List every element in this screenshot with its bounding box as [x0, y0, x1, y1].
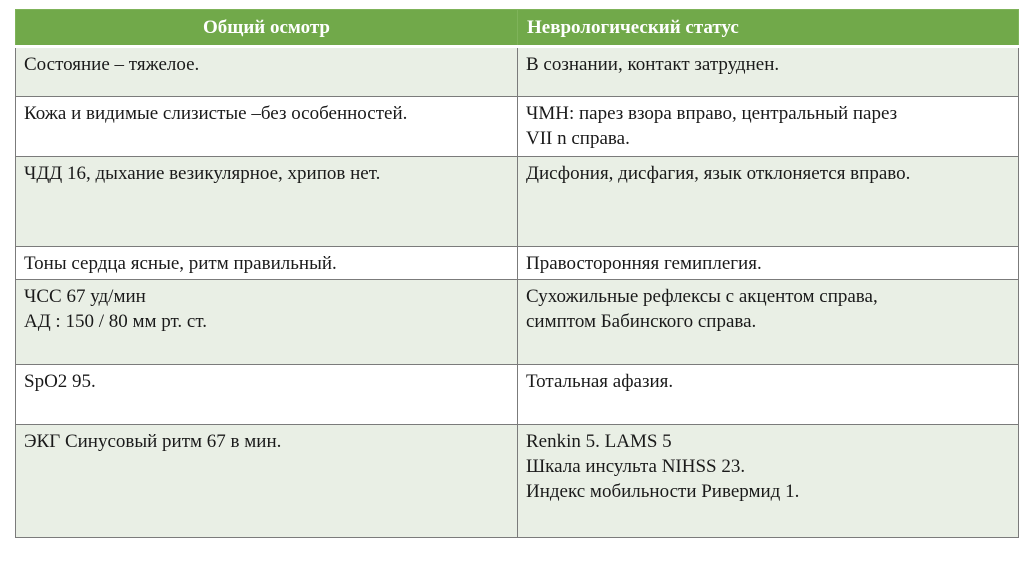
- cell-line: SpO2 95.: [24, 371, 96, 392]
- neuro-cell: [518, 97, 1019, 157]
- cell-line: Шкала инсульта NIHSS 23.: [526, 456, 746, 477]
- cell-line: VII n справа.: [526, 128, 630, 149]
- neuro-cell: [518, 425, 1019, 538]
- cell-line: Тоны сердца ясные, ритм правильный.: [24, 253, 337, 274]
- cell-line: ЭКГ Синусовый ритм 67 в мин.: [24, 431, 282, 452]
- table-row: [16, 280, 1019, 365]
- neuro-cell: [518, 280, 1019, 365]
- cell-line: ЧМН: парез взора вправо, центральный парез: [526, 103, 898, 124]
- header-general-exam: Общий осмотр: [16, 10, 518, 47]
- cell-line: Renkin 5. LAMS 5: [526, 431, 672, 452]
- cell-line: симптом Бабинского справа.: [526, 311, 757, 332]
- neuro-cell: [518, 247, 1019, 280]
- general-cell: [16, 425, 518, 538]
- general-cell: [16, 157, 518, 247]
- neuro-cell: [518, 47, 1019, 97]
- general-cell: [16, 247, 518, 280]
- table-row: [16, 247, 1019, 280]
- cell-line: Тотальная афазия.: [526, 371, 674, 392]
- cell-line: Правосторонняя гемиплегия.: [526, 253, 762, 274]
- table-row: [16, 365, 1019, 425]
- status-table: [15, 9, 1019, 538]
- general-cell: [16, 97, 518, 157]
- cell-line: ЧДД 16, дыхание везикулярное, хрипов нет.: [24, 163, 381, 184]
- cell-line: Состояние – тяжелое.: [24, 54, 200, 75]
- table-row: [16, 157, 1019, 247]
- cell-line: ЧСС 67 уд/мин: [24, 286, 146, 307]
- table-row: [16, 425, 1019, 538]
- neuro-cell: [518, 157, 1019, 247]
- general-cell: [16, 280, 518, 365]
- header-row: [16, 10, 1019, 47]
- cell-line: Кожа и видимые слизистые –без особенностей.: [24, 103, 408, 124]
- neuro-cell: [518, 365, 1019, 425]
- cell-line: АД : 150 / 80 мм рт. ст.: [24, 311, 207, 332]
- general-cell: [16, 365, 518, 425]
- cell-line: Дисфония, дисфагия, язык отклоняется вправо.: [526, 163, 911, 184]
- table-row: [16, 97, 1019, 157]
- table-row: [16, 47, 1019, 97]
- cell-line: Сухожильные рефлексы с акцентом справа,: [526, 286, 878, 307]
- cell-line: Индекс мобильности Ривермид 1.: [526, 481, 800, 502]
- general-cell: [16, 47, 518, 97]
- header-neuro-status: Неврологический статус: [518, 10, 1019, 47]
- cell-line: В сознании, контакт затруднен.: [526, 54, 780, 75]
